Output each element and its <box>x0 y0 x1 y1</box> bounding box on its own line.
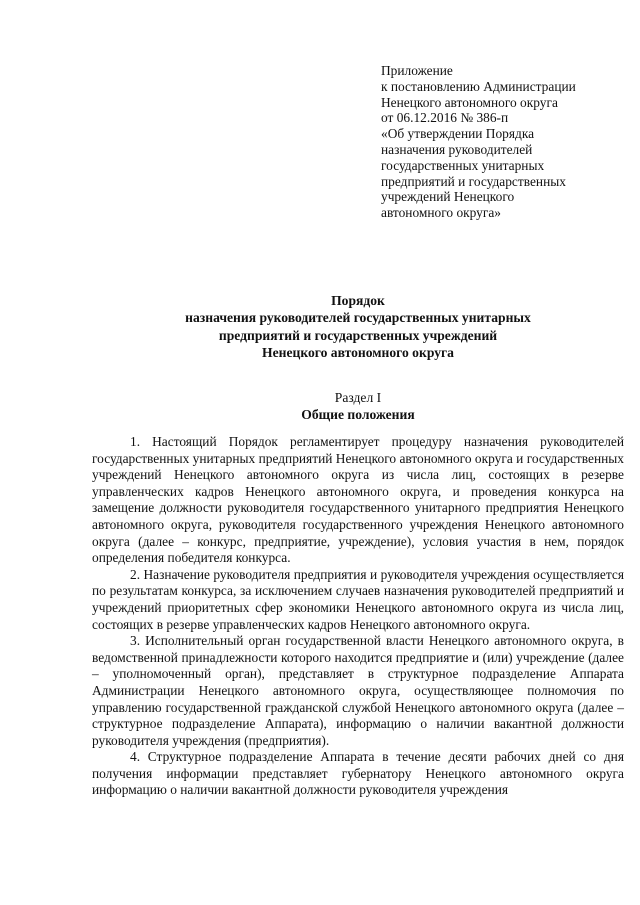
title-line: назначения руководителей государственных унитарных <box>185 310 531 326</box>
document-title <box>92 292 624 362</box>
paragraph-1: 1. Настоящий Порядок регламентирует процедуру назначения руководителей государственных унитарных предприятий Ненецкого автономного округа и государственных учреждений Ненецкого автономного округа из числа лиц, состоящих в резерве управленческих кадров Ненецкого автономного округа, и проведения конкурса на замещение должности руководителя государственного унитарного предприятия Ненецкого автономного округа, руководителя государственного учреждения Ненецкого автономного округа (далее – конкурс, предприятие, учреждение), условия участия в нем, порядок определения победителя конкурса. <box>92 434 624 566</box>
section-title: Общие положения <box>301 407 415 422</box>
paragraph-2: 2. Назначение руководителя предприятия и руководителя учреждения осуществляется по результатам конкурса, за исключением случаев назначения руководителей предприятий и учреждений приоритетных сфер экономики Ненецкого автономного округа из числа лиц, состоящих в резерве управленческих кадров Ненецкого автономного округа. <box>92 566 624 632</box>
appendix-line: учреждений Ненецкого <box>381 189 515 205</box>
appendix-header <box>381 63 631 221</box>
title-line: Ненецкого автономного округа <box>262 345 454 361</box>
appendix-line: Приложение <box>381 63 453 78</box>
paragraph-3: 3. Исполнительный орган государственной власти Ненецкого автономного округа, в ведомственной принадлежности которого находится предприятие и (или) учреждение (далее – уполномоченный орган), представляет в структурное подразделение Аппарата Администрации Ненецкого автономного округа, осуществляющее полномочия по управлению государственной гражданской службой Ненецкого автономного округа (далее – структурное подразделение Аппарата), информацию о наличии вакантной должности руководителя учреждения (предприятия). <box>92 633 624 748</box>
appendix-line: автономного округа» <box>381 205 501 221</box>
appendix-line: назначения руководителей <box>381 141 533 157</box>
appendix-line: Ненецкого автономного округа <box>381 94 558 110</box>
appendix-line: предприятий и государственных <box>381 173 566 189</box>
title-line: предприятий и государственных учреждений <box>218 327 498 343</box>
appendix-line: государственных унитарных <box>381 157 545 173</box>
appendix-line: к постановлению Администрации <box>381 78 576 94</box>
title-line: Порядок <box>331 293 385 308</box>
document-body <box>92 434 624 799</box>
section-label: Раздел I <box>334 390 382 405</box>
appendix-line: «Об утверждении Порядка <box>381 126 535 142</box>
appendix-line: от 06.12.2016 № 386-п <box>381 110 509 126</box>
paragraph-4: 4. Структурное подразделение Аппарата в течение десяти рабочих дней со дня получения информации представляет губернатору Ненецкого автономного округа информацию о наличии вакантной должности руководителя учреждения <box>92 749 624 798</box>
